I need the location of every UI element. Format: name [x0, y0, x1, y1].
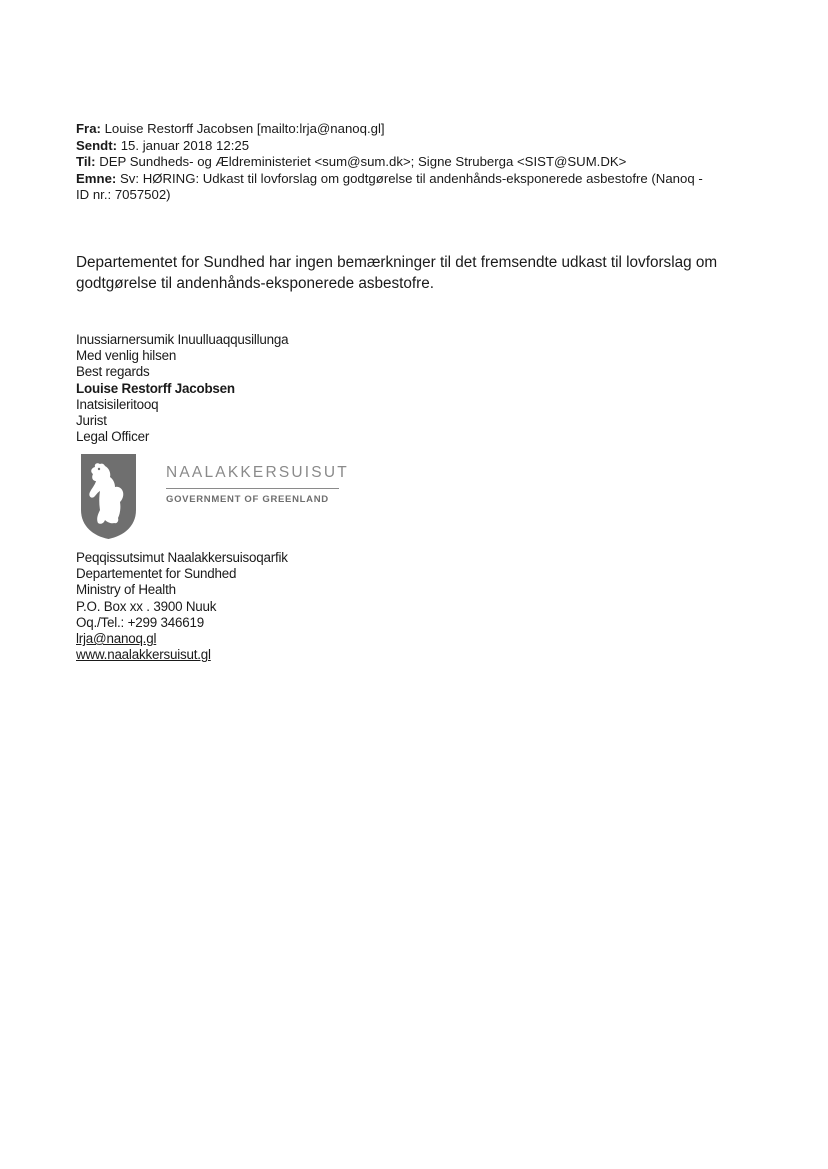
- from-row: [76, 121, 756, 138]
- body-line-1: Departementet for Sundhed har ingen bemærkninger til det fremsendte udkast til lovforslag om: [76, 254, 718, 271]
- to-value: DEP Sundheds- og Ældreministeriet <sum@sum.dk>; Signe Struberga <SIST@SUM.DK>: [99, 154, 627, 170]
- department-kalaallisut: Peqqissutsimut Naalakkersuisoqarfik: [76, 550, 288, 565]
- polar-bear-shield-icon: [78, 452, 139, 540]
- brand-name: NAALAKKERSUISUT: [166, 464, 349, 481]
- message-body: [76, 252, 756, 294]
- email-link[interactable]: lrja@nanoq.gl: [76, 631, 157, 647]
- signature-block: [76, 332, 476, 445]
- subject-label: Emne:: [76, 170, 117, 186]
- phone-number: Oq./Tel.: +299 346619: [76, 614, 204, 630]
- title-kalaallisut: Inatsisileritooq: [76, 396, 159, 412]
- to-row: [76, 154, 756, 171]
- department-english: Ministry of Health: [76, 582, 176, 598]
- subject-value-line2: ID nr.: 7057502): [76, 187, 171, 203]
- to-label: Til:: [76, 154, 96, 170]
- contact-block: [76, 550, 476, 663]
- subject-value-line1: Sv: HØRING: Udkast til lovforslag om godtgørelse til andenhånds-eksponerede asbestofre (Nanoq -: [119, 170, 703, 186]
- greeting-english: Best regards: [76, 364, 150, 380]
- government-logo: [78, 452, 378, 544]
- signer-name: Louise Restorff Jacobsen: [76, 380, 235, 396]
- title-danish: Jurist: [76, 413, 107, 429]
- brand-tagline: GOVERNMENT OF GREENLAND: [166, 494, 329, 505]
- sent-value: 15. januar 2018 12:25: [120, 137, 250, 153]
- postal-address: P.O. Box xx . 3900 Nuuk: [76, 598, 217, 614]
- greeting-danish: Med venlig hilsen: [76, 348, 177, 364]
- department-danish: Departementet for Sundhed: [76, 566, 237, 582]
- title-english: Legal Officer: [76, 429, 150, 445]
- subject-row: [76, 171, 756, 204]
- brand-divider: [166, 488, 339, 489]
- from-value: Louise Restorff Jacobsen [mailto:lrja@nanoq.gl]: [104, 121, 385, 136]
- email-header: [76, 121, 756, 204]
- greeting-kalaallisut: Inussiarnersumik Inuulluaqqusillunga: [76, 332, 289, 347]
- sent-row: [76, 138, 756, 155]
- from-label: Fra:: [76, 121, 101, 136]
- website-link[interactable]: www.naalakkersuisut.gl: [76, 647, 211, 663]
- body-line-2: godtgørelse til andenhånds-eksponerede asbestofre.: [76, 275, 435, 292]
- sent-label: Sendt:: [76, 137, 118, 153]
